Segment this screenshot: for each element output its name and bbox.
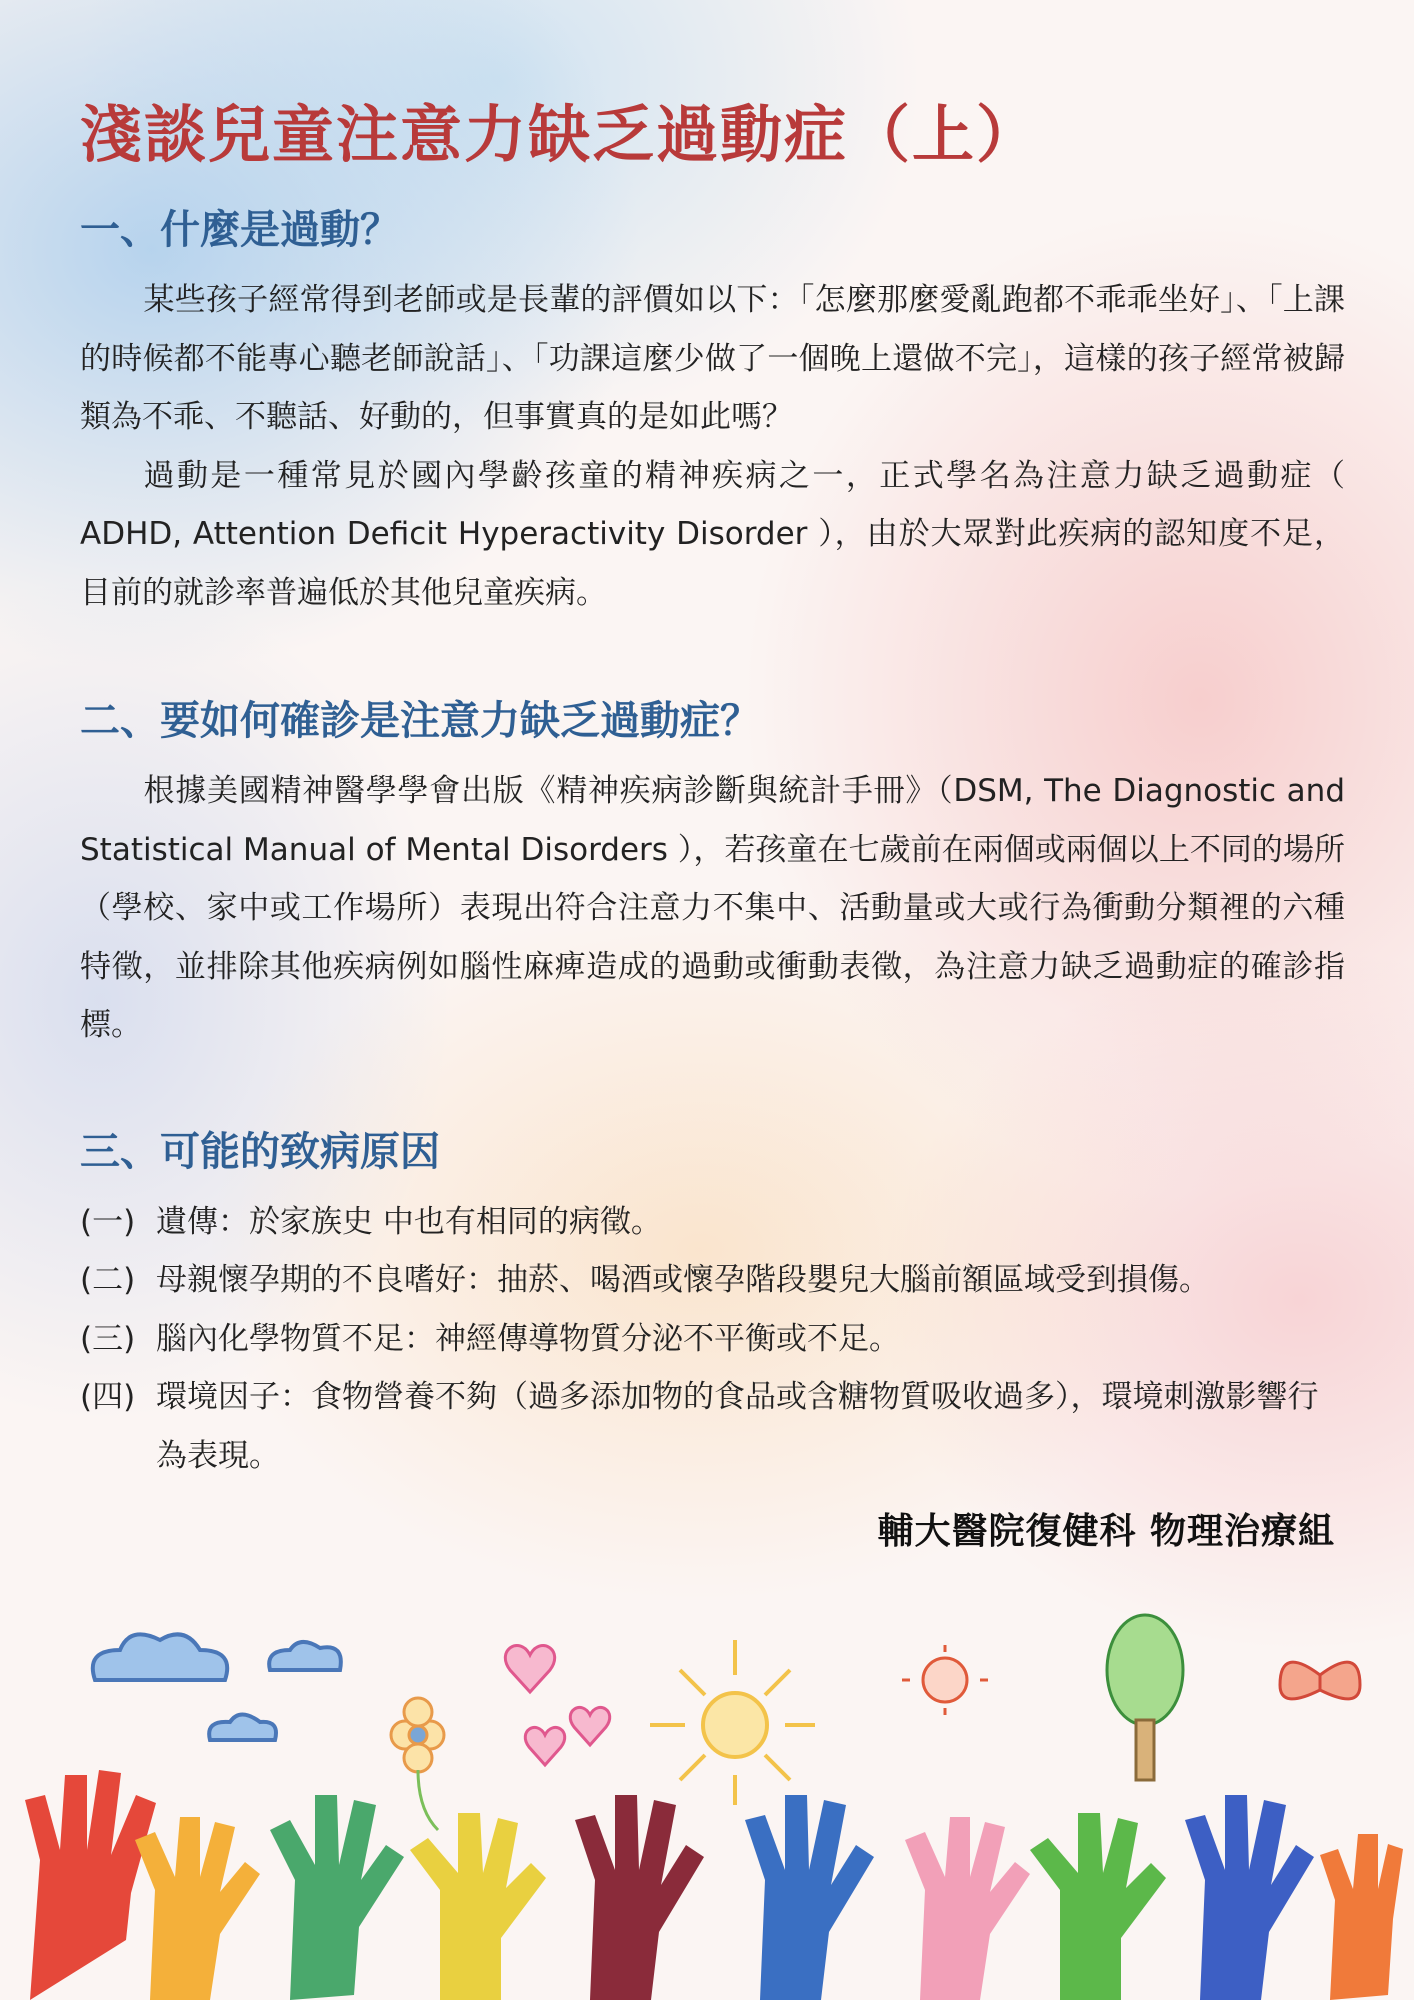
list-item: [80, 1368, 1345, 1485]
list-item-text: 環境因子：食物營養不夠（過多添加物的食品或含糖物質吸收過多），環境刺激影響行為表現。: [156, 1379, 1319, 1474]
hands-illustration: [0, 1600, 1414, 2000]
list-item-text: 遺傳：於家族史 中也有相同的病徵。: [156, 1203, 662, 1240]
article: [80, 95, 1345, 1554]
page-title: 淺談兒童注意力缺乏過動症（上）: [80, 98, 1041, 171]
list-item-text: 母親懷孕期的不良嗜好：抽菸、喝酒或懷孕階段嬰兒大腦前額區域受到損傷。: [156, 1262, 1210, 1298]
section-2-paragraph: 根據美國精神醫學學會出版《精神疾病診斷與統計手冊》（DSM, The Diagnostic and Statistical Manual of Mental Disorders ），若孩童在七歲前在兩個或兩個以上不同的場所（學校、家中或工作場所）表現出符合注意力不集中、活動量或大或行為衝動分類裡的六種特徵，並排除其他疾病例如腦性麻痺造成的過動或衝動表徵，為注意力缺乏過動症的確診指標。: [80, 773, 1345, 1043]
causes-list: [80, 1193, 1345, 1486]
section-1-paragraph: 過動是一種常見於國內學齡孩童的精神疾病之一，正式學名為注意力缺乏過動症（ ADHD, Attention Deficit Hyperactivity Disorder ），由於大眾對此疾病的認知度不足，目前的就診率普遍低於其他兒童疾病。: [80, 457, 1345, 611]
butterfly-icon: [1280, 1662, 1360, 1699]
list-item-number: (二): [80, 1262, 136, 1298]
list-item: [80, 1193, 1345, 1252]
signature: 輔大醫院復健科 物理治療組: [877, 1511, 1335, 1552]
painted-hands: [25, 1770, 1403, 2000]
list-item-number: (一): [80, 1203, 136, 1240]
list-item-text: 腦內化學物質不足：神經傳導物質分泌不平衡或不足。: [156, 1320, 900, 1357]
cloud-icon: [93, 1634, 341, 1740]
list-item-number: (三): [80, 1320, 136, 1357]
list-item: [80, 1251, 1345, 1310]
section-1-paragraph: 某些孩子經常得到老師或是長輩的評價如以下：「怎麼那麼愛亂跑都不乖乖坐好」、「上課的時候都不能專心聽老師說話」、「功課這麼少做了一個晚上還做不完」，這樣的孩子經常被歸類為不乖、不聽話、好動的，但事實真的是如此嗎？: [80, 282, 1345, 435]
section-3-heading: 三、可能的致病原因: [80, 1128, 440, 1175]
heart-icon: [505, 1646, 609, 1765]
section-1-heading: 一、什麼是過動？: [80, 207, 400, 253]
flower-icon: [391, 1698, 444, 1830]
section-2-heading: 二、要如何確診是注意力缺乏過動症？: [80, 698, 760, 744]
sun-icon: [650, 1640, 815, 1805]
tree-icon: [1107, 1615, 1183, 1780]
list-item: [80, 1310, 1345, 1369]
list-item-number: (四): [80, 1379, 136, 1415]
sun-face-icon: [902, 1645, 988, 1715]
